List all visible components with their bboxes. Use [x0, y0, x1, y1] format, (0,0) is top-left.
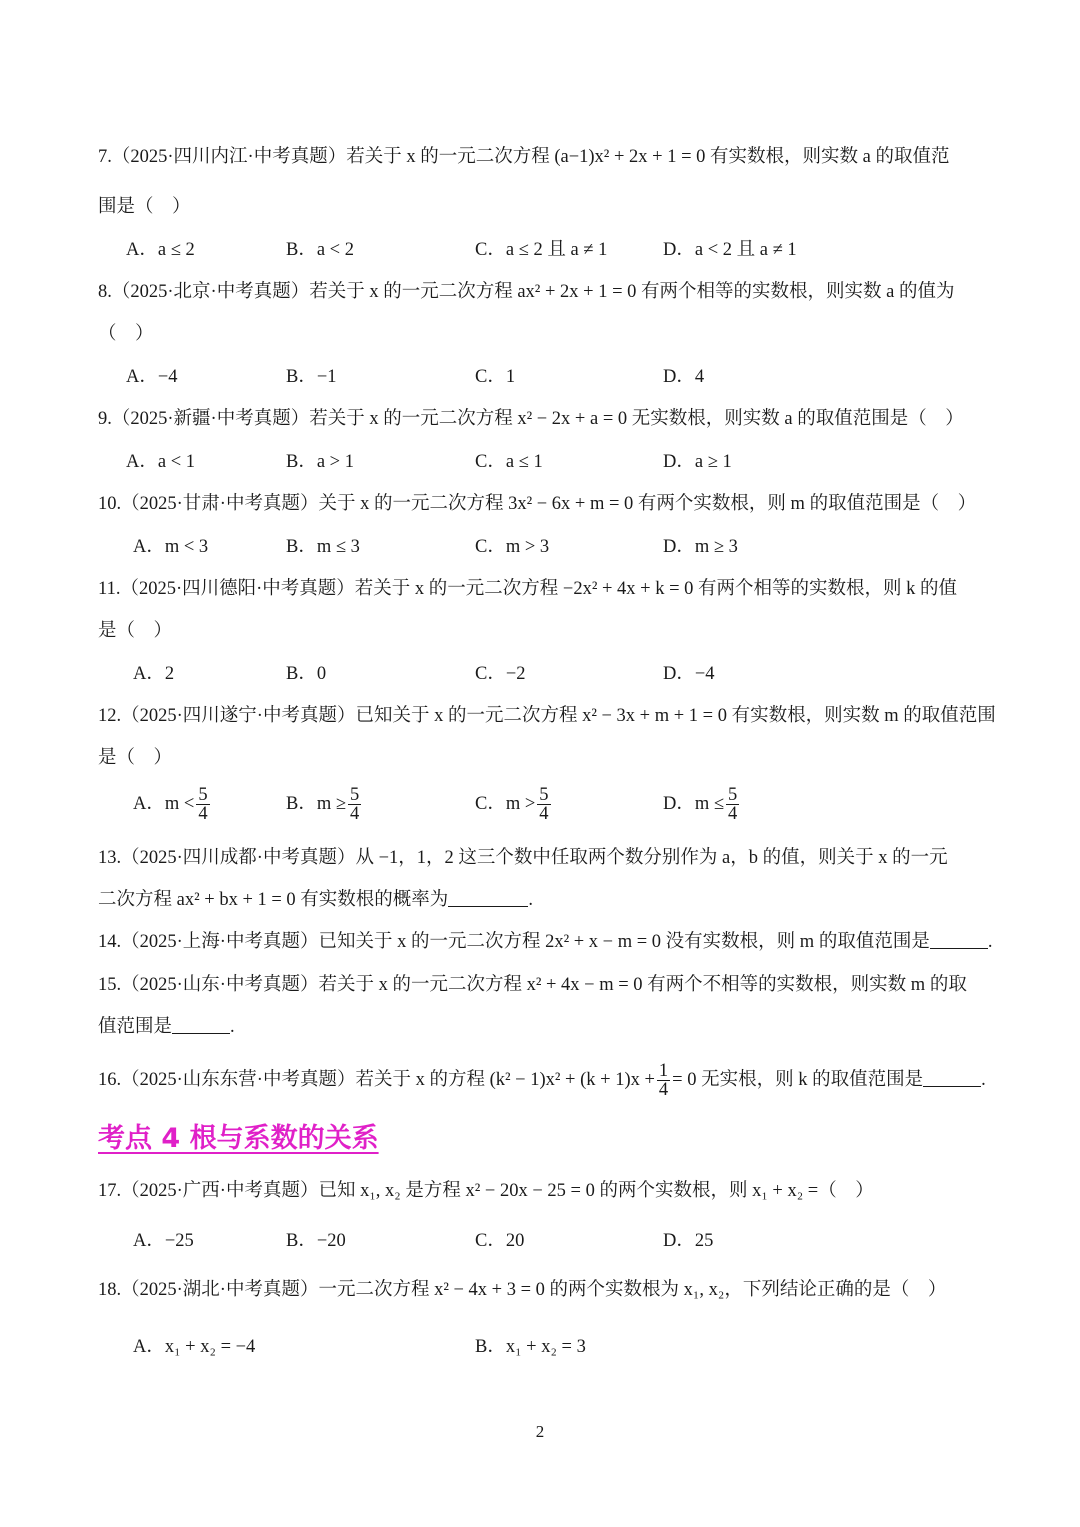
- q11-option-c: C．−2: [475, 664, 526, 684]
- q7-option-c: C．a ≤ 2 且 a ≠ 1: [475, 240, 608, 260]
- answer-blank[interactable]: [930, 930, 988, 949]
- q9-option-b: B．a > 1: [286, 452, 354, 472]
- q10-option-c: C．m > 3: [475, 537, 550, 557]
- q13-line-2-text: 二次方程 ax² + bx + 1 = 0 有实数根的概率为: [98, 890, 449, 910]
- answer-blank[interactable]: [923, 1068, 981, 1087]
- fraction-numerator: 5: [198, 785, 208, 805]
- q12-option-b: [286, 786, 363, 823]
- q12-option-d: [663, 786, 741, 823]
- q12-option-c-text: C．m >: [475, 793, 536, 814]
- q7-option-b: B．a < 2: [286, 240, 354, 260]
- q14-line-1-text: 14.（2025·上海·中考真题）已知关于 x 的一元二次方程 2x² + x − m = 0 没有实数根，则 m 的取值范围是: [98, 932, 930, 952]
- q8-option-d: D．4: [663, 367, 705, 387]
- answer-blank[interactable]: [172, 1015, 230, 1034]
- page-number: 2: [535, 1422, 545, 1441]
- q8-option-a: A．−4: [126, 367, 178, 387]
- q13-line-1: 13.（2025·四川成都·中考真题）从 −1，1，2 这三个数中任取两个数分别作为 a，b 的值，则关于 x 的一元: [98, 848, 948, 868]
- q9-option-a: A．a < 1: [126, 452, 196, 472]
- q12-option-c-fraction: [537, 786, 550, 823]
- q7-line-2: 围是（ ）: [98, 197, 191, 217]
- q12-option-b-fraction: [348, 786, 361, 823]
- q17-line-1: 17.（2025·广西·中考真题）已知 x₁, x₂ 是方程 x² − 20x − 25 = 0 的两个实数根，则 x₁ + x₂ =（ ）: [98, 1181, 874, 1201]
- q15-line-2: [98, 1014, 984, 1040]
- q15-line-1: 15.（2025·山东·中考真题）若关于 x 的一元二次方程 x² + 4x − m = 0 有两个不相等的实数根，则实数 m 的取: [98, 975, 967, 995]
- answer-blank[interactable]: [448, 888, 528, 907]
- q18-option-a: A．x₁ + x₂ = −4: [133, 1337, 256, 1357]
- q16-line-1-text-b: = 0 无实根，则 k 的取值范围是: [672, 1069, 924, 1090]
- q18-line-1: 18.（2025·湖北·中考真题）一元二次方程 x² − 4x + 3 = 0 的两个实数根为 x₁, x₂，下列结论正确的是（ ）: [98, 1280, 947, 1300]
- q11-option-a: A．2: [133, 664, 175, 684]
- q12-option-a: [133, 786, 212, 823]
- q8-option-c: C．1: [475, 367, 516, 387]
- q17-option-a: A．−25: [133, 1231, 194, 1251]
- fraction-denominator: 4: [728, 804, 738, 824]
- fraction-denominator: 4: [350, 804, 360, 824]
- q8-line-2: （ ）: [98, 324, 154, 344]
- q12-line-1: 12.（2025·四川遂宁·中考真题）已知关于 x 的一元二次方程 x² − 3x + m + 1 = 0 有实数根，则实数 m 的取值范围: [98, 706, 996, 726]
- q7-option-a: A．a ≤ 2: [126, 240, 195, 260]
- q17-option-d: D．25: [663, 1231, 714, 1251]
- q12-option-a-fraction: [196, 786, 209, 823]
- q11-line-2: 是（ ）: [98, 621, 173, 641]
- q15-line-2-text: 值范围是: [98, 1017, 173, 1037]
- q16-fraction: [657, 1062, 670, 1099]
- q7-line-1: 7.（2025·四川内江·中考真题）若关于 x 的一元二次方程 (a−1)x² + 2x + 1 = 0 有实数根，则实数 a 的取值范: [98, 147, 950, 167]
- q14-line-1: [98, 929, 993, 955]
- q12-option-a-text: A．m <: [133, 793, 195, 814]
- q12-option-c: [475, 786, 553, 823]
- q12-option-d-fraction: [726, 786, 739, 823]
- q16-end: .: [981, 1069, 986, 1090]
- q7-option-d: D．a < 2 且 a ≠ 1: [663, 240, 797, 260]
- q12-option-d-text: D．m ≤: [663, 793, 725, 814]
- q8-line-1: 8.（2025·北京·中考真题）若关于 x 的一元二次方程 ax² + 2x + 1 = 0 有两个相等的实数根，则实数 a 的值为: [98, 282, 955, 302]
- q9-option-c: C．a ≤ 1: [475, 452, 543, 472]
- q15-end: .: [230, 1017, 235, 1037]
- q16-line-1-text-a: 16.（2025·山东东营·中考真题）若关于 x 的方程 (k² − 1)x² + (k + 1)x +: [98, 1069, 655, 1090]
- section-title: 考点 4 根与系数的关系: [98, 1123, 379, 1154]
- q10-option-a: A．m < 3: [133, 537, 209, 557]
- q12-line-2: 是（ ）: [98, 748, 173, 768]
- fraction-numerator: 5: [350, 785, 360, 805]
- fraction-numerator: 1: [658, 1061, 669, 1081]
- q10-option-b: B．m ≤ 3: [286, 537, 360, 557]
- fraction-numerator: 5: [539, 785, 549, 805]
- fraction-numerator: 5: [728, 785, 738, 805]
- q14-end: .: [987, 932, 993, 952]
- q16-line-1: [98, 1062, 984, 1099]
- q17-option-c: C．20: [475, 1231, 525, 1251]
- fraction-denominator: 4: [658, 1080, 669, 1100]
- q9-option-d: D．a ≥ 1: [663, 452, 732, 472]
- fraction-denominator: 4: [198, 804, 208, 824]
- q18-option-b: B．x₁ + x₂ = 3: [475, 1337, 586, 1357]
- q13-end: .: [528, 890, 533, 910]
- q10-option-d: D．m ≥ 3: [663, 537, 738, 557]
- q13-line-2: [98, 887, 984, 913]
- fraction-denominator: 4: [539, 804, 549, 824]
- q11-option-b: B．0: [286, 664, 327, 684]
- q11-option-d: D．−4: [663, 664, 715, 684]
- q17-option-b: B．−20: [286, 1231, 346, 1251]
- q11-line-1: 11.（2025·四川德阳·中考真题）若关于 x 的一元二次方程 −2x² + 4x + k = 0 有两个相等的实数根，则 k 的值: [98, 579, 958, 599]
- q9-line-1: 9.（2025·新疆·中考真题）若关于 x 的一元二次方程 x² − 2x + a = 0 无实数根，则实数 a 的取值范围是（ ）: [98, 409, 964, 429]
- q8-option-b: B．−1: [286, 367, 337, 387]
- q12-option-b-text: B．m ≥: [286, 793, 347, 814]
- q10-line-1: 10.（2025·甘肃·中考真题）关于 x 的一元二次方程 3x² − 6x + m = 0 有两个实数根，则 m 的取值范围是（ ）: [98, 494, 977, 514]
